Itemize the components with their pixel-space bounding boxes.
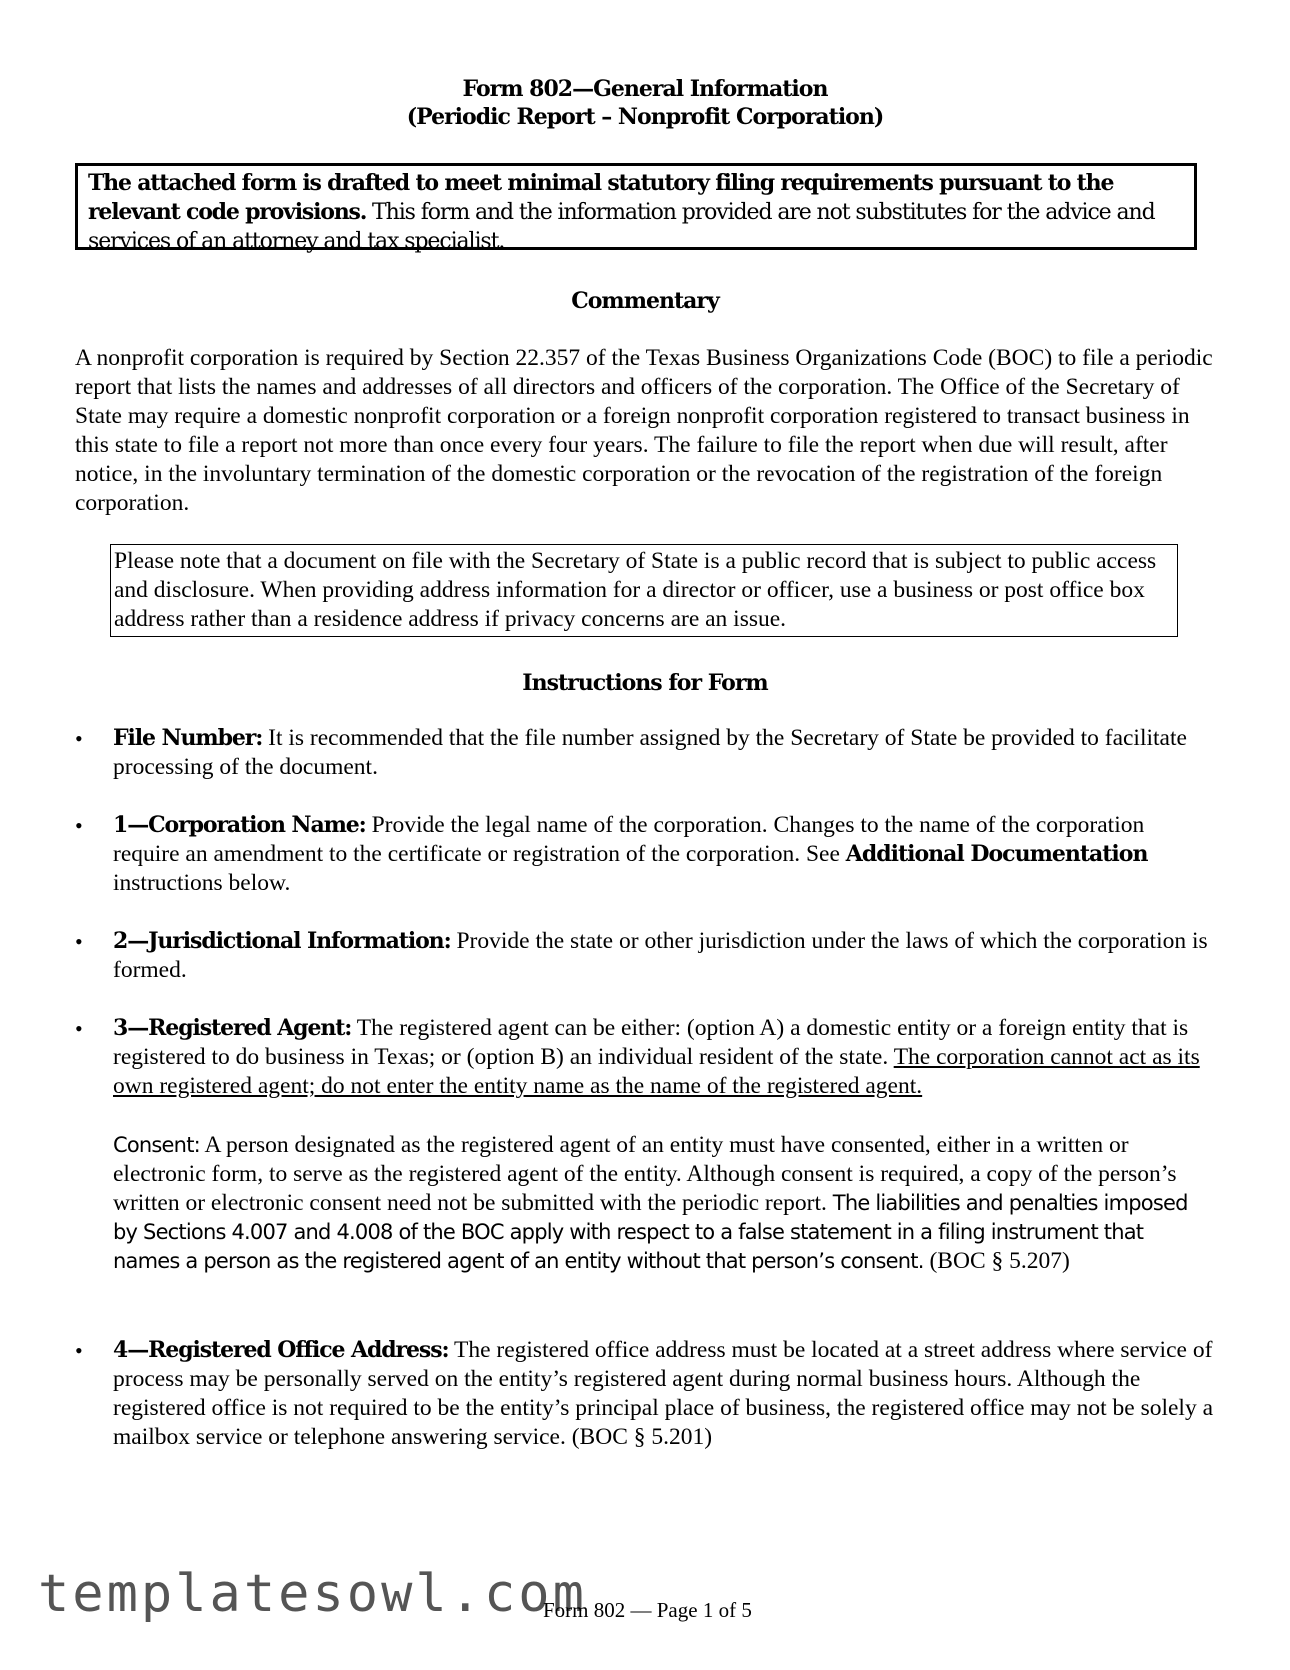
disclaimer-text: This form and the information provided are not substitutes for the advice and services of an attorney and tax specialist.	[88, 200, 1155, 254]
form-subtitle: (Periodic Report – Nonprofit Corporation)	[406, 104, 884, 130]
bullet-icon: •	[75, 813, 83, 838]
jurisdiction-label: 2—Jurisdictional Information:	[113, 928, 451, 954]
list-item-file-number	[75, 724, 1215, 782]
bullet-icon: •	[75, 726, 83, 751]
consent-label: Consent:	[113, 1133, 200, 1157]
corporation-name-text-end: instructions below.	[113, 870, 291, 896]
registered-agent-text: The registered agent can be either: (option A) a domestic entity or a foreign entity that is registered to do business in Texas; or (option B) an individual resident of the state.	[113, 1015, 1189, 1070]
privacy-note-box: Please note that a document on file with the Secretary of State is a public record that is subject to public access and disclosure. When providing address information for a director or officer, use a business or post office box address rather than a residence address if privacy concerns are an issue.	[110, 544, 1178, 637]
file-number-label: File Number:	[113, 725, 263, 751]
list-item-registered-agent	[75, 1014, 1215, 1101]
registered-office-text: The registered office address must be located at a street address where service of process may be personally served on the entity’s registered agent during normal business hours. Although the registered office is not required to be the entity’s principal place of business, the registered office may not be solely a mailbox service or telephone answering service. (BOC § 5.201)	[113, 1337, 1214, 1450]
list-item-jurisdiction	[75, 927, 1215, 985]
commentary-text: A nonprofit corporation is required by Section 22.357 of the Texas Business Organizations Code (BOC) to file a periodic report that lists the names and addresses of all directors and officers of the corporation. The Office of the Secretary of State may require a domestic nonprofit corporation or a foreign nonprofit corporation registered to transact business in this state to file a report not more than once every four years. The failure to file the report when due will result, after notice, in the involuntary termination of the domestic corporation or the revocation of the registration of the foreign corporation.	[75, 345, 1213, 516]
file-number-text: It is recommended that the file number assigned by the Secretary of State be provided to facilitate processing of the document.	[113, 725, 1187, 780]
bullet-icon: •	[75, 929, 83, 954]
registered-agent-label: 3—Registered Agent:	[113, 1015, 352, 1041]
form-title: Form 802—General Information	[462, 76, 828, 102]
bullet-icon: •	[75, 1016, 83, 1041]
watermark: templatesowl.com	[38, 1564, 587, 1624]
consent-citation: (BOC § 5.207)	[923, 1248, 1070, 1274]
registered-office-label: 4—Registered Office Address:	[113, 1337, 449, 1363]
additional-documentation-ref: Additional Documentation	[845, 841, 1148, 867]
corporation-name-text: Provide the legal name of the corporation. Changes to the name of the corporation require an amendment to the certificate or registration of the corporation. See	[113, 812, 1145, 867]
consent-text: A person designated as the registered agent of an entity must have consented, either in a written or electronic form, to serve as the registered agent of the entity. Although consent is required, a copy of the person’s written or electronic consent need not be submitted with the periodic report.	[113, 1132, 1177, 1216]
consent-paragraph	[113, 1131, 1215, 1276]
corporation-name-label: 1—Corporation Name:	[113, 812, 366, 838]
list-item-corporation-name	[75, 811, 1215, 898]
disclaimer-box	[75, 163, 1197, 254]
instructions-heading: Instructions for Form	[522, 670, 768, 696]
bullet-icon: •	[75, 1338, 83, 1363]
commentary-heading: Commentary	[571, 288, 719, 314]
list-item-registered-office	[75, 1336, 1215, 1452]
consent-liabilities: The liabilities and penalties imposed by Sections 4.007 and 4.008 of the BOC apply with respect to a false statement in a filing instrument that names a person as the registered agent of an entity without that person’s consent.	[113, 1191, 1188, 1273]
registered-agent-underlined: The corporation cannot act as its own registered agent; do not enter the entity name as the name of the registered agent.	[113, 1044, 1200, 1099]
jurisdiction-text: Provide the state or other jurisdiction under the laws of which the corporation is formed.	[113, 928, 1208, 983]
disclaimer-bold: The attached form is drafted to meet minimal statutory filing requirements pursuant to the relevant code provisions.	[88, 170, 1114, 225]
page-footer: Form 802 — Page 1 of 5	[543, 1598, 752, 1622]
